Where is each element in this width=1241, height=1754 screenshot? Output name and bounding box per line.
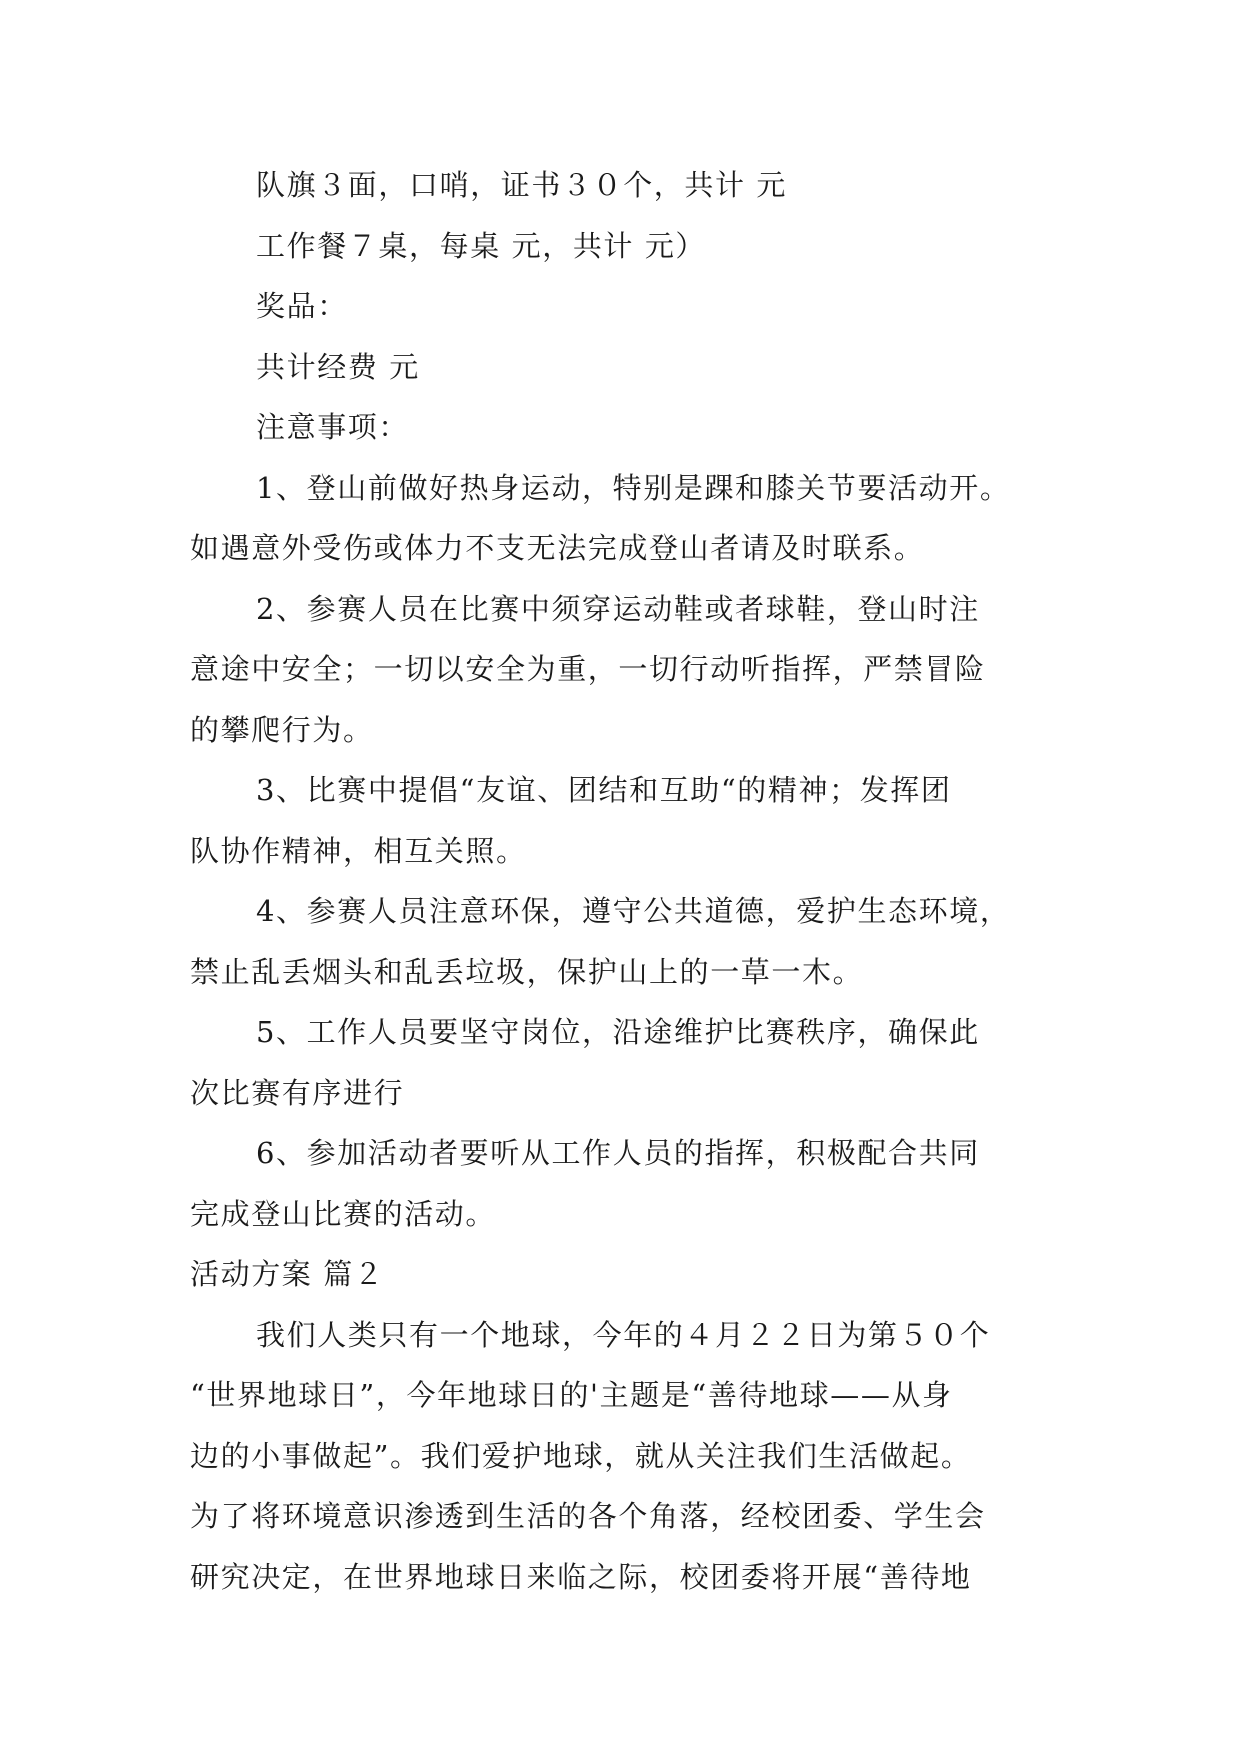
text-line-flags-whistle-certificates: 队旗３面，口哨，证书３０个，共计 元 xyxy=(256,168,788,202)
note-1-line-1: 1、登山前做好热身运动，特别是踝和膝关节要活动开。 xyxy=(256,470,1011,505)
text-line-total-budget: 共计经费 元 xyxy=(256,349,420,384)
note-2-line-3: 的攀爬行为。 xyxy=(190,712,374,747)
note-5-line-1: 5、工作人员要坚守岗位，沿途维护比赛秩序，确保此 xyxy=(256,1015,980,1049)
note-3-line-2: 队协作精神，相互关照。 xyxy=(190,833,527,868)
note-2-line-1: 2、参赛人员在比赛中须穿运动鞋或者球鞋，登山时注 xyxy=(256,591,980,626)
paragraph-earth-day-line-3: 边的小事做起”。我们爱护地球，就从关注我们生活做起。 xyxy=(190,1438,972,1473)
text-line-prizes: 奖品： xyxy=(256,289,348,323)
paragraph-earth-day-line-4: 为了将环境意识渗透到生活的各个角落，经校团委、学生会 xyxy=(190,1499,986,1533)
note-1-line-2: 如遇意外受伤或体力不支无法完成登山者请及时联系。 xyxy=(190,531,925,565)
text-line-work-meals: 工作餐７桌，每桌 元，共计 元） xyxy=(256,228,707,263)
note-6-line-2: 完成登山比赛的活动。 xyxy=(190,1196,497,1231)
paragraph-earth-day-line-5: 研究决定，在世界地球日来临之际，校团委将开展“善待地 xyxy=(190,1559,972,1594)
note-6-line-1: 6、参加活动者要听从工作人员的指挥，积极配合共同 xyxy=(256,1136,980,1170)
note-5-line-2: 次比赛有序进行 xyxy=(190,1075,405,1110)
note-4-line-1: 4、参赛人员注意环保，遵守公共道德，爱护生态环境， xyxy=(256,894,1011,928)
paragraph-earth-day-line-2: “世界地球日”，今年地球日的'主题是“善待地球——从身 xyxy=(190,1378,953,1412)
section-title-plan-2: 活动方案 篇２ xyxy=(190,1257,385,1291)
note-2-line-2: 意途中安全；一切以安全为重，一切行动听指挥，严禁冒险 xyxy=(190,652,986,686)
note-3-line-1: 3、比赛中提倡“友谊、团结和互助“的精神；发挥团 xyxy=(256,773,952,807)
note-4-line-2: 禁止乱丢烟头和乱丢垃圾，保护山上的一草一木。 xyxy=(190,954,864,989)
section-heading-notes: 注意事项： xyxy=(256,410,410,444)
paragraph-earth-day-line-1: 我们人类只有一个地球，今年的４月２２日为第５０个 xyxy=(256,1317,991,1352)
document-body xyxy=(190,155,1050,1607)
